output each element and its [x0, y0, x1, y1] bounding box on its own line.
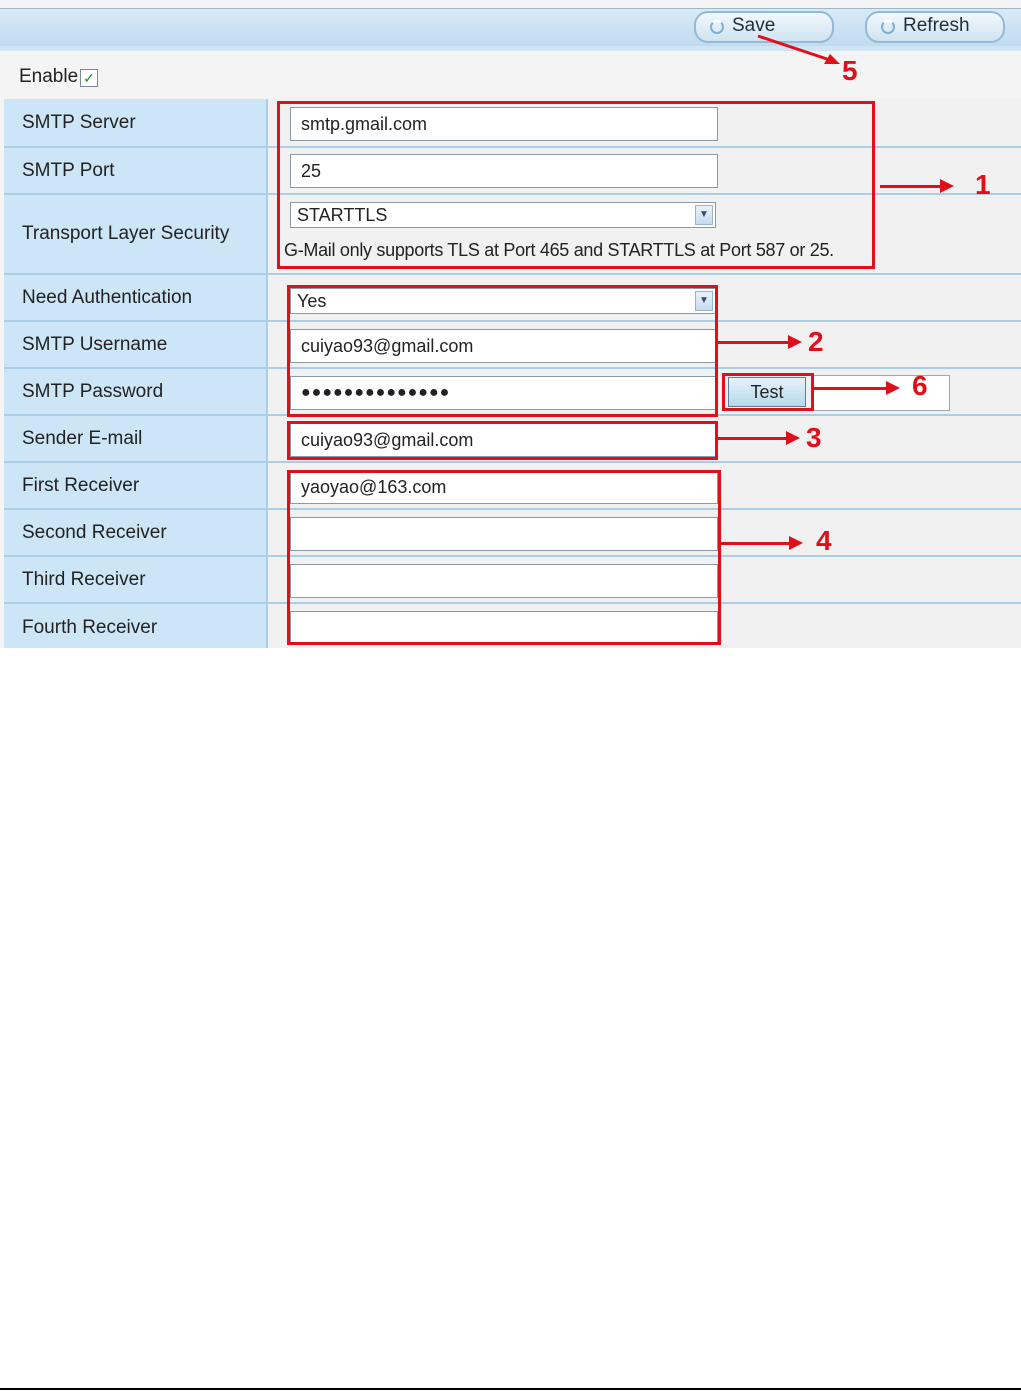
annotation-arrow-5 — [750, 28, 850, 68]
need-auth-select-value: Yes — [297, 291, 327, 311]
need-auth-label: Need Authentication — [22, 286, 193, 308]
annotation-box-2 — [287, 285, 718, 417]
fourth-receiver-label: Fourth Receiver — [22, 617, 158, 638]
annotation-arrow-1 — [880, 185, 942, 188]
annotation-box-6 — [722, 373, 814, 411]
smtp-port-input[interactable]: 25 — [290, 154, 718, 188]
annotation-box-1 — [277, 101, 875, 269]
refresh-circle-icon — [710, 20, 724, 34]
annotation-box-4 — [287, 470, 721, 645]
enable-row — [0, 56, 1021, 98]
enable-checkbox[interactable] — [80, 69, 98, 87]
test-result-box — [812, 375, 950, 411]
enable-label: Enable — [19, 66, 79, 87]
checkmark-icon: ✓ — [83, 70, 95, 86]
smtp-username-label: SMTP Username — [22, 333, 168, 355]
arrowhead-icon — [886, 381, 900, 395]
annotation-arrow-4 — [721, 542, 791, 545]
refresh-circle-icon — [881, 20, 895, 34]
second-receiver-label: Second Receiver — [22, 521, 167, 543]
page-bottom-rule — [0, 1388, 1021, 1390]
chevron-down-icon[interactable]: ▼ — [695, 291, 713, 311]
smtp-password-input[interactable]: ●●●●●●●●●●●●●● — [290, 376, 716, 410]
tls-label: Transport Layer Security — [22, 223, 230, 244]
annotation-number-2: 2 — [808, 326, 824, 357]
arrowhead-icon — [788, 335, 802, 349]
sender-email-input[interactable]: cuiyao93@gmail.com — [290, 423, 716, 457]
test-button[interactable]: Test — [728, 377, 806, 407]
annotation-arrow-2 — [718, 341, 790, 344]
smtp-password-label: SMTP Password — [22, 380, 164, 402]
arrowhead-icon — [786, 431, 800, 445]
annotation-number-6: 6 — [912, 370, 928, 401]
save-label: Save — [732, 15, 776, 36]
annotation-number-3: 3 — [806, 422, 822, 453]
tls-select-value: STARTTLS — [297, 205, 388, 225]
annotation-arrow-6 — [814, 387, 888, 390]
smtp-server-label: SMTP Server — [22, 111, 136, 133]
smtp-username-input[interactable]: cuiyao93@gmail.com — [290, 329, 716, 363]
annotation-number-4: 4 — [816, 525, 832, 556]
tls-note: G-Mail only supports TLS at Port 465 and STARTTLS at Port 587 or 25. — [284, 240, 834, 260]
first-receiver-label: First Receiver — [22, 474, 140, 496]
arrowhead-icon — [940, 179, 954, 193]
sender-email-label: Sender E-mail — [22, 427, 143, 449]
annotation-box-3 — [287, 421, 718, 460]
annotation-arrow-3 — [718, 437, 788, 440]
smtp-port-label: SMTP Port — [22, 159, 115, 181]
annotation-number-1: 1 — [975, 169, 991, 200]
smtp-server-input[interactable]: smtp.gmail.com — [290, 107, 718, 141]
first-receiver-input[interactable]: yaoyao@163.com — [290, 470, 718, 504]
refresh-button[interactable] — [865, 11, 1005, 43]
annotation-number-5: 5 — [842, 55, 858, 86]
arrowhead-icon — [789, 536, 803, 550]
email-settings-panel — [0, 0, 1021, 648]
third-receiver-label: Third Receiver — [22, 568, 146, 590]
refresh-label: Refresh — [903, 15, 970, 36]
chevron-down-icon[interactable]: ▼ — [695, 205, 713, 225]
